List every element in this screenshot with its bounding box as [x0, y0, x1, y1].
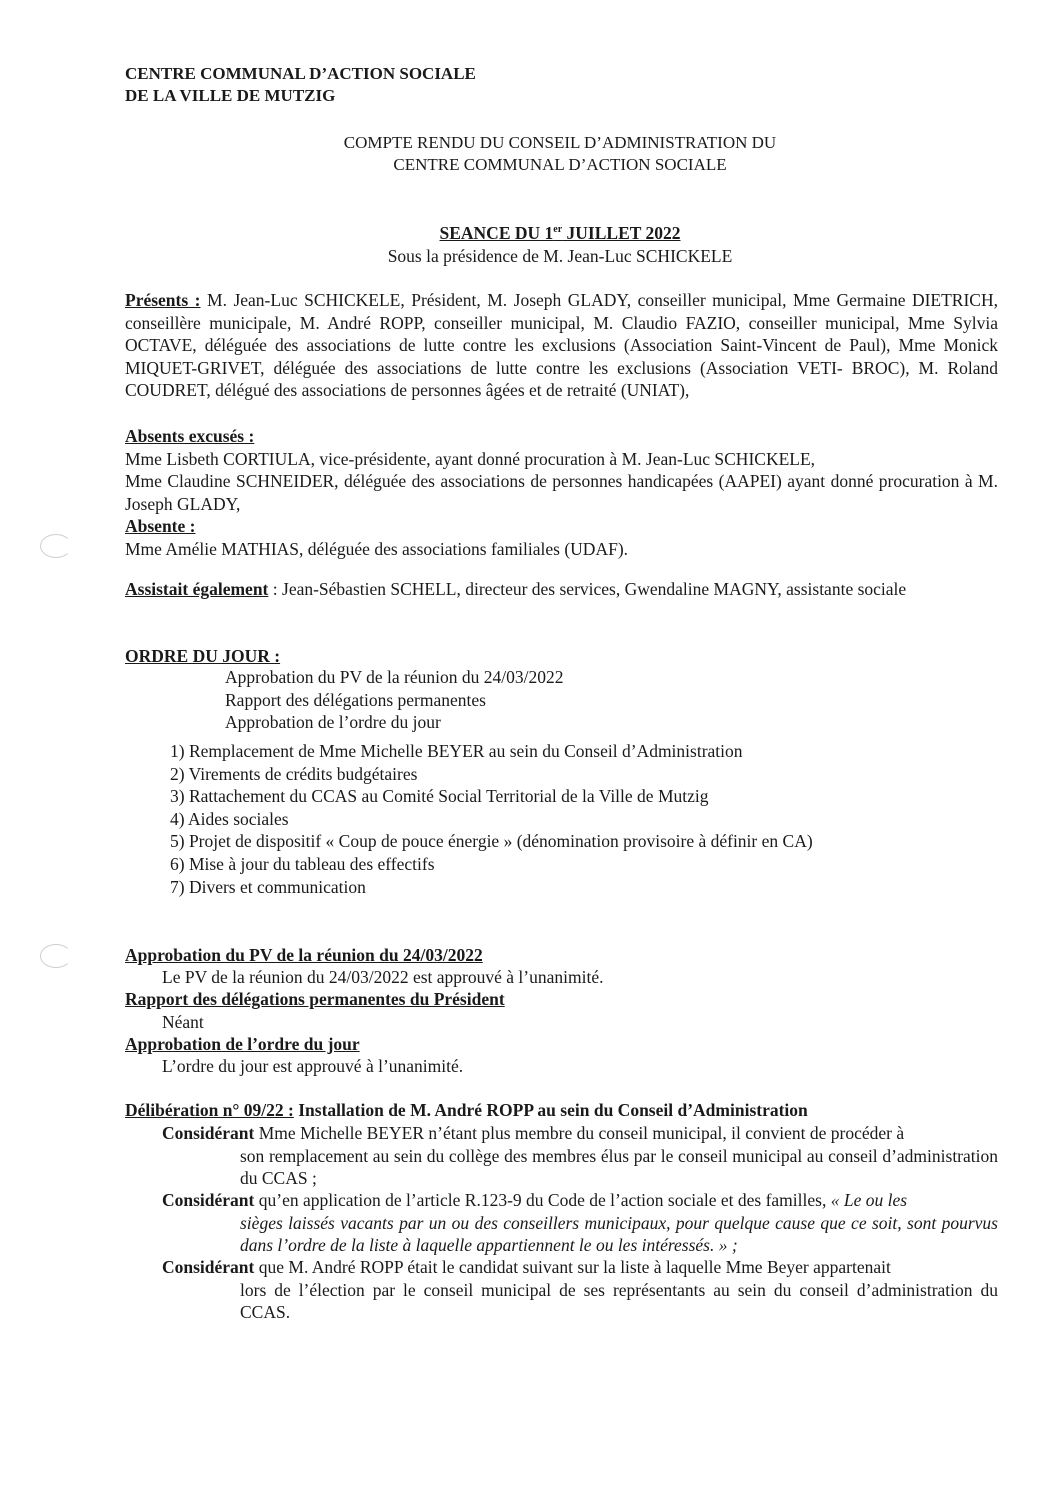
- session-presidency: Sous la présidence de M. Jean-Luc SCHICKELE: [387, 245, 733, 266]
- agenda-label: ORDRE DU JOUR :: [125, 646, 281, 666]
- agenda-item: 4) Aides sociales: [170, 808, 289, 829]
- considerant-word: Considérant: [162, 1123, 255, 1143]
- agenda-item: 6) Mise à jour du tableau des effectifs: [170, 853, 435, 874]
- absents-excuses-label: Absents excusés :: [125, 426, 255, 446]
- agenda-item: 3) Rattachement du CCAS au Comité Social Territorial de la Ville de Mutzig: [170, 786, 709, 807]
- organization-header: [125, 63, 476, 107]
- absents-excuses-line-2: Mme Claudine SCHNEIDER, déléguée des associations de personnes handicapées (AAPEI) ayant donné procuration à M. Joseph GLADY,: [125, 471, 998, 514]
- absente-label: Absente :: [125, 516, 196, 536]
- agenda-item: 5) Projet de dispositif « Coup de pouce énergie » (dénomination provisoire à définir en CA): [170, 831, 813, 852]
- agenda-item: 7) Divers et communication: [170, 876, 366, 897]
- deliberation-heading: [125, 1099, 998, 1122]
- deliberation-number: Délibération n° 09/22 :: [125, 1100, 294, 1120]
- delegations-report-title: Rapport des délégations permanentes du Président: [125, 989, 505, 1009]
- session-date: [300, 222, 820, 245]
- considerant-1-rest: son remplacement au sein du collège des membres élus par le conseil municipal au conseil d’administration du CCAS ;: [240, 1145, 998, 1189]
- presents-label: Présents :: [125, 290, 201, 310]
- considerant-word: Considérant: [162, 1190, 255, 1210]
- considerant-1: [162, 1122, 998, 1190]
- deliberation-title: Installation de M. André ROPP au sein du Conseil d’Administration: [293, 1100, 808, 1120]
- session-date-a: SEANCE DU 1: [439, 223, 554, 243]
- pv-approval-title: Approbation du PV de la réunion du 24/03/2022: [125, 945, 483, 965]
- document-title: [300, 132, 820, 176]
- session-date-b: JUILLET 2022: [562, 223, 681, 243]
- considerant-1-first: Mme Michelle BEYER n’étant plus membre du conseil municipal, il convient de procéder à: [254, 1123, 905, 1143]
- considerant-2-quote-start: « Le ou les: [830, 1190, 908, 1210]
- agenda-items: [170, 740, 813, 898]
- org-line-1: CENTRE COMMUNAL D’ACTION SOCIALE: [125, 64, 476, 83]
- considerant-3-rest: lors de l’élection par le conseil municipal de ses représentants au sein du conseil d’administration du CCAS.: [240, 1279, 998, 1323]
- presents-section: [125, 289, 998, 402]
- punch-hole-mark: [40, 534, 72, 558]
- considerant-3: [162, 1256, 998, 1324]
- session-heading: [300, 222, 820, 267]
- punch-hole-mark: [40, 944, 72, 968]
- considerant-3-first: que M. André ROPP était le candidat suivant sur la liste à laquelle Mme Beyer appartenait: [254, 1257, 891, 1277]
- title-line-2: CENTRE COMMUNAL D’ACTION SOCIALE: [393, 155, 727, 174]
- considerant-word: Considérant: [162, 1257, 255, 1277]
- agenda-preliminaries: [225, 666, 563, 734]
- absents-excuses-line-1: Mme Lisbeth CORTIULA, vice-présidente, ayant donné procuration à M. Jean-Luc SCHICKELE,: [125, 448, 816, 469]
- title-line-1: COMPTE RENDU DU CONSEIL D’ADMINISTRATION DU: [343, 133, 777, 152]
- agenda-approval-title: Approbation de l’ordre du jour: [125, 1034, 360, 1054]
- considerant-2: [162, 1189, 998, 1257]
- delegations-report-body: Néant: [162, 1012, 204, 1032]
- agenda-pre-item: Approbation de l’ordre du jour: [225, 712, 441, 733]
- agenda-pre-item: Approbation du PV de la réunion du 24/03/2022: [225, 667, 564, 687]
- agenda-approval-body: L’ordre du jour est approuvé à l’unanimité.: [162, 1056, 464, 1076]
- considerant-2-quote-rest: sièges laissés vacants par un ou des conseillers municipaux, pour quelque cause que ce soit, sont pourvus dans l’ordre de la liste à laquelle appartiennent le ou les intéressés. » ;: [240, 1212, 998, 1256]
- org-line-2: DE LA VILLE DE MUTZIG: [125, 86, 336, 105]
- agenda-item: 2) Virements de crédits budgétaires: [170, 763, 418, 784]
- assistait-text: : Jean-Sébastien SCHELL, directeur des services, Gwendaline MAGNY, assistante sociale: [268, 579, 907, 599]
- agenda-item: 1) Remplacement de Mme Michelle BEYER au sein du Conseil d’Administration: [170, 741, 743, 761]
- pv-approval-body: Le PV de la réunion du 24/03/2022 est approuvé à l’unanimité.: [162, 967, 604, 987]
- absente-line-1: Mme Amélie MATHIAS, déléguée des associations familiales (UDAF).: [125, 538, 629, 559]
- presents-text: M. Jean-Luc SCHICKELE, Président, M. Joseph GLADY, conseiller municipal, Mme Germaine DIETRICH, conseillère municipale, M. André ROPP, conseiller municipal, M. Claudio FAZIO, conseiller municipal, Mme Sylvia OCTAVE, déléguée des associations de lutte contre les exclusions (Association Saint-Vincent de Paul), Mme Monick MIQUET-GRIVET, déléguée des associations de lutte contre les exclusions (Association VETI- BROC), M. Roland COUDRET, délégué des associations de personnes âgées et de retraité (UNIAT),: [125, 290, 998, 401]
- considerant-2-first: qu’en application de l’article R.123-9 du Code de l’action sociale et des familles,: [254, 1190, 831, 1210]
- agenda-pre-item: Rapport des délégations permanentes: [225, 689, 486, 710]
- absents-excuses-section: [125, 425, 998, 515]
- assistait-label: Assistait également: [125, 579, 269, 599]
- absente-section: [125, 515, 998, 560]
- session-date-sup: er: [553, 224, 563, 236]
- assistait-section: [125, 578, 998, 601]
